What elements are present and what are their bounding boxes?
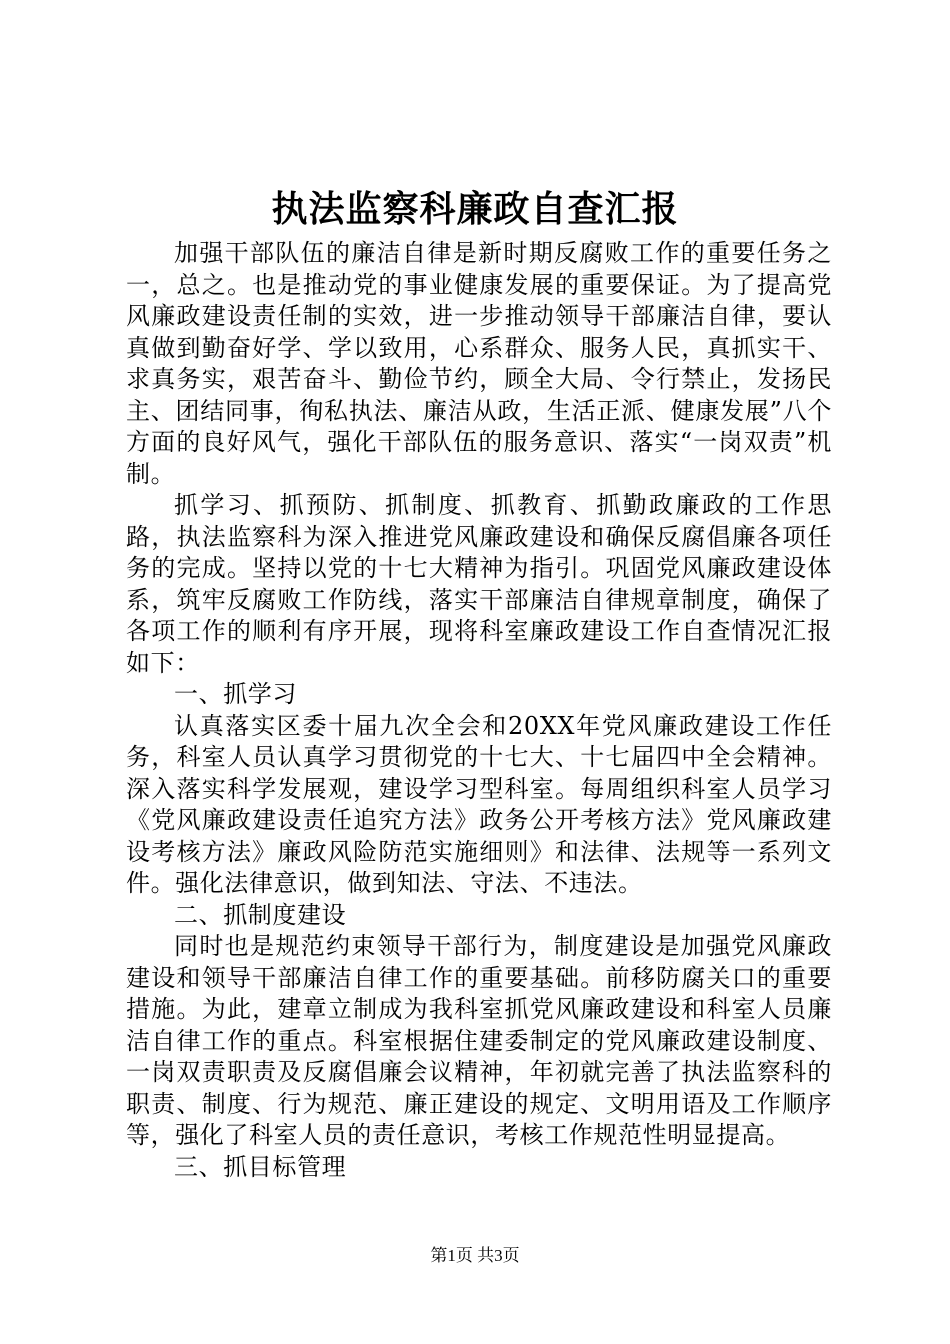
document-title: 执法监察科廉政自查汇报 [271,188,679,230]
system-paragraph: 同时也是规范约束领导干部行为，制度建设是加强党风廉政建设和领导干部廉洁自律工作的重要基础。前移防腐关口的重要措施。为此，建章立制成为我科室抓党风廉政建设和科室人员廉洁自律工作的重点。科室根据住建委制定的党风廉政建设制度、一岗双责职责及反腐倡廉会议精神，年初就完善了执法监察科的职责、制度、行为规范、廉正建设的规定、文明用语及工作顺序等，强化了科室人员的责任意识，考核工作规范性明显提高。 [126,932,832,1149]
section-heading-study: 一、抓学习 [174,680,297,708]
study-paragraph: 认真落实区委十届九次全会和20XX年党风廉政建设工作任务，科室人员认真学习贯彻党的十七大、十七届四中全会精神。深入落实科学发展观，建设学习型科室。每周组织科室人员学习《党风廉政建设责任追究方法》政务公开考核方法》党风廉政建设考核方法》廉政风险防范实施细则》和法律、法规等一系列文件。强化法律意识，做到知法、守法、不违法。 [126,711,832,897]
approach-paragraph: 抓学习、抓预防、抓制度、抓教育、抓勤政廉政的工作思路，执法监察科为深入推进党风廉政建设和确保反腐倡廉各项任务的完成。坚持以党的十七大精神为指引。巩固党风廉政建设体系，筑牢反腐败工作防线，落实干部廉洁自律规章制度，确保了各项工作的顺利有序开展，现将科室廉政建设工作自查情况汇报如下： [126,491,832,677]
intro-paragraph: 加强干部队伍的廉洁自律是新时期反腐败工作的重要任务之一，总之。也是推动党的事业健康发展的重要保证。为了提高党风廉政建设责任制的实效，进一步推动领导干部廉洁自律，要认真做到勤奋好学、学以致用，心系群众、服务人民，真抓实干、求真务实，艰苦奋斗、勤俭节约，顾全大局、令行禁止，发扬民主、团结同事，徇私执法、廉洁从政，生活正派、健康发展”八个方面的良好风气，强化干部队伍的服务意识、落实“一岗双责”机制。 [126,239,832,488]
section-heading-goals: 三、抓目标管理 [174,1152,347,1181]
page-footer: 第1页 共3页 [430,1246,520,1265]
document-body [126,238,832,1183]
section-heading-system: 二、抓制度建设 [174,900,347,929]
